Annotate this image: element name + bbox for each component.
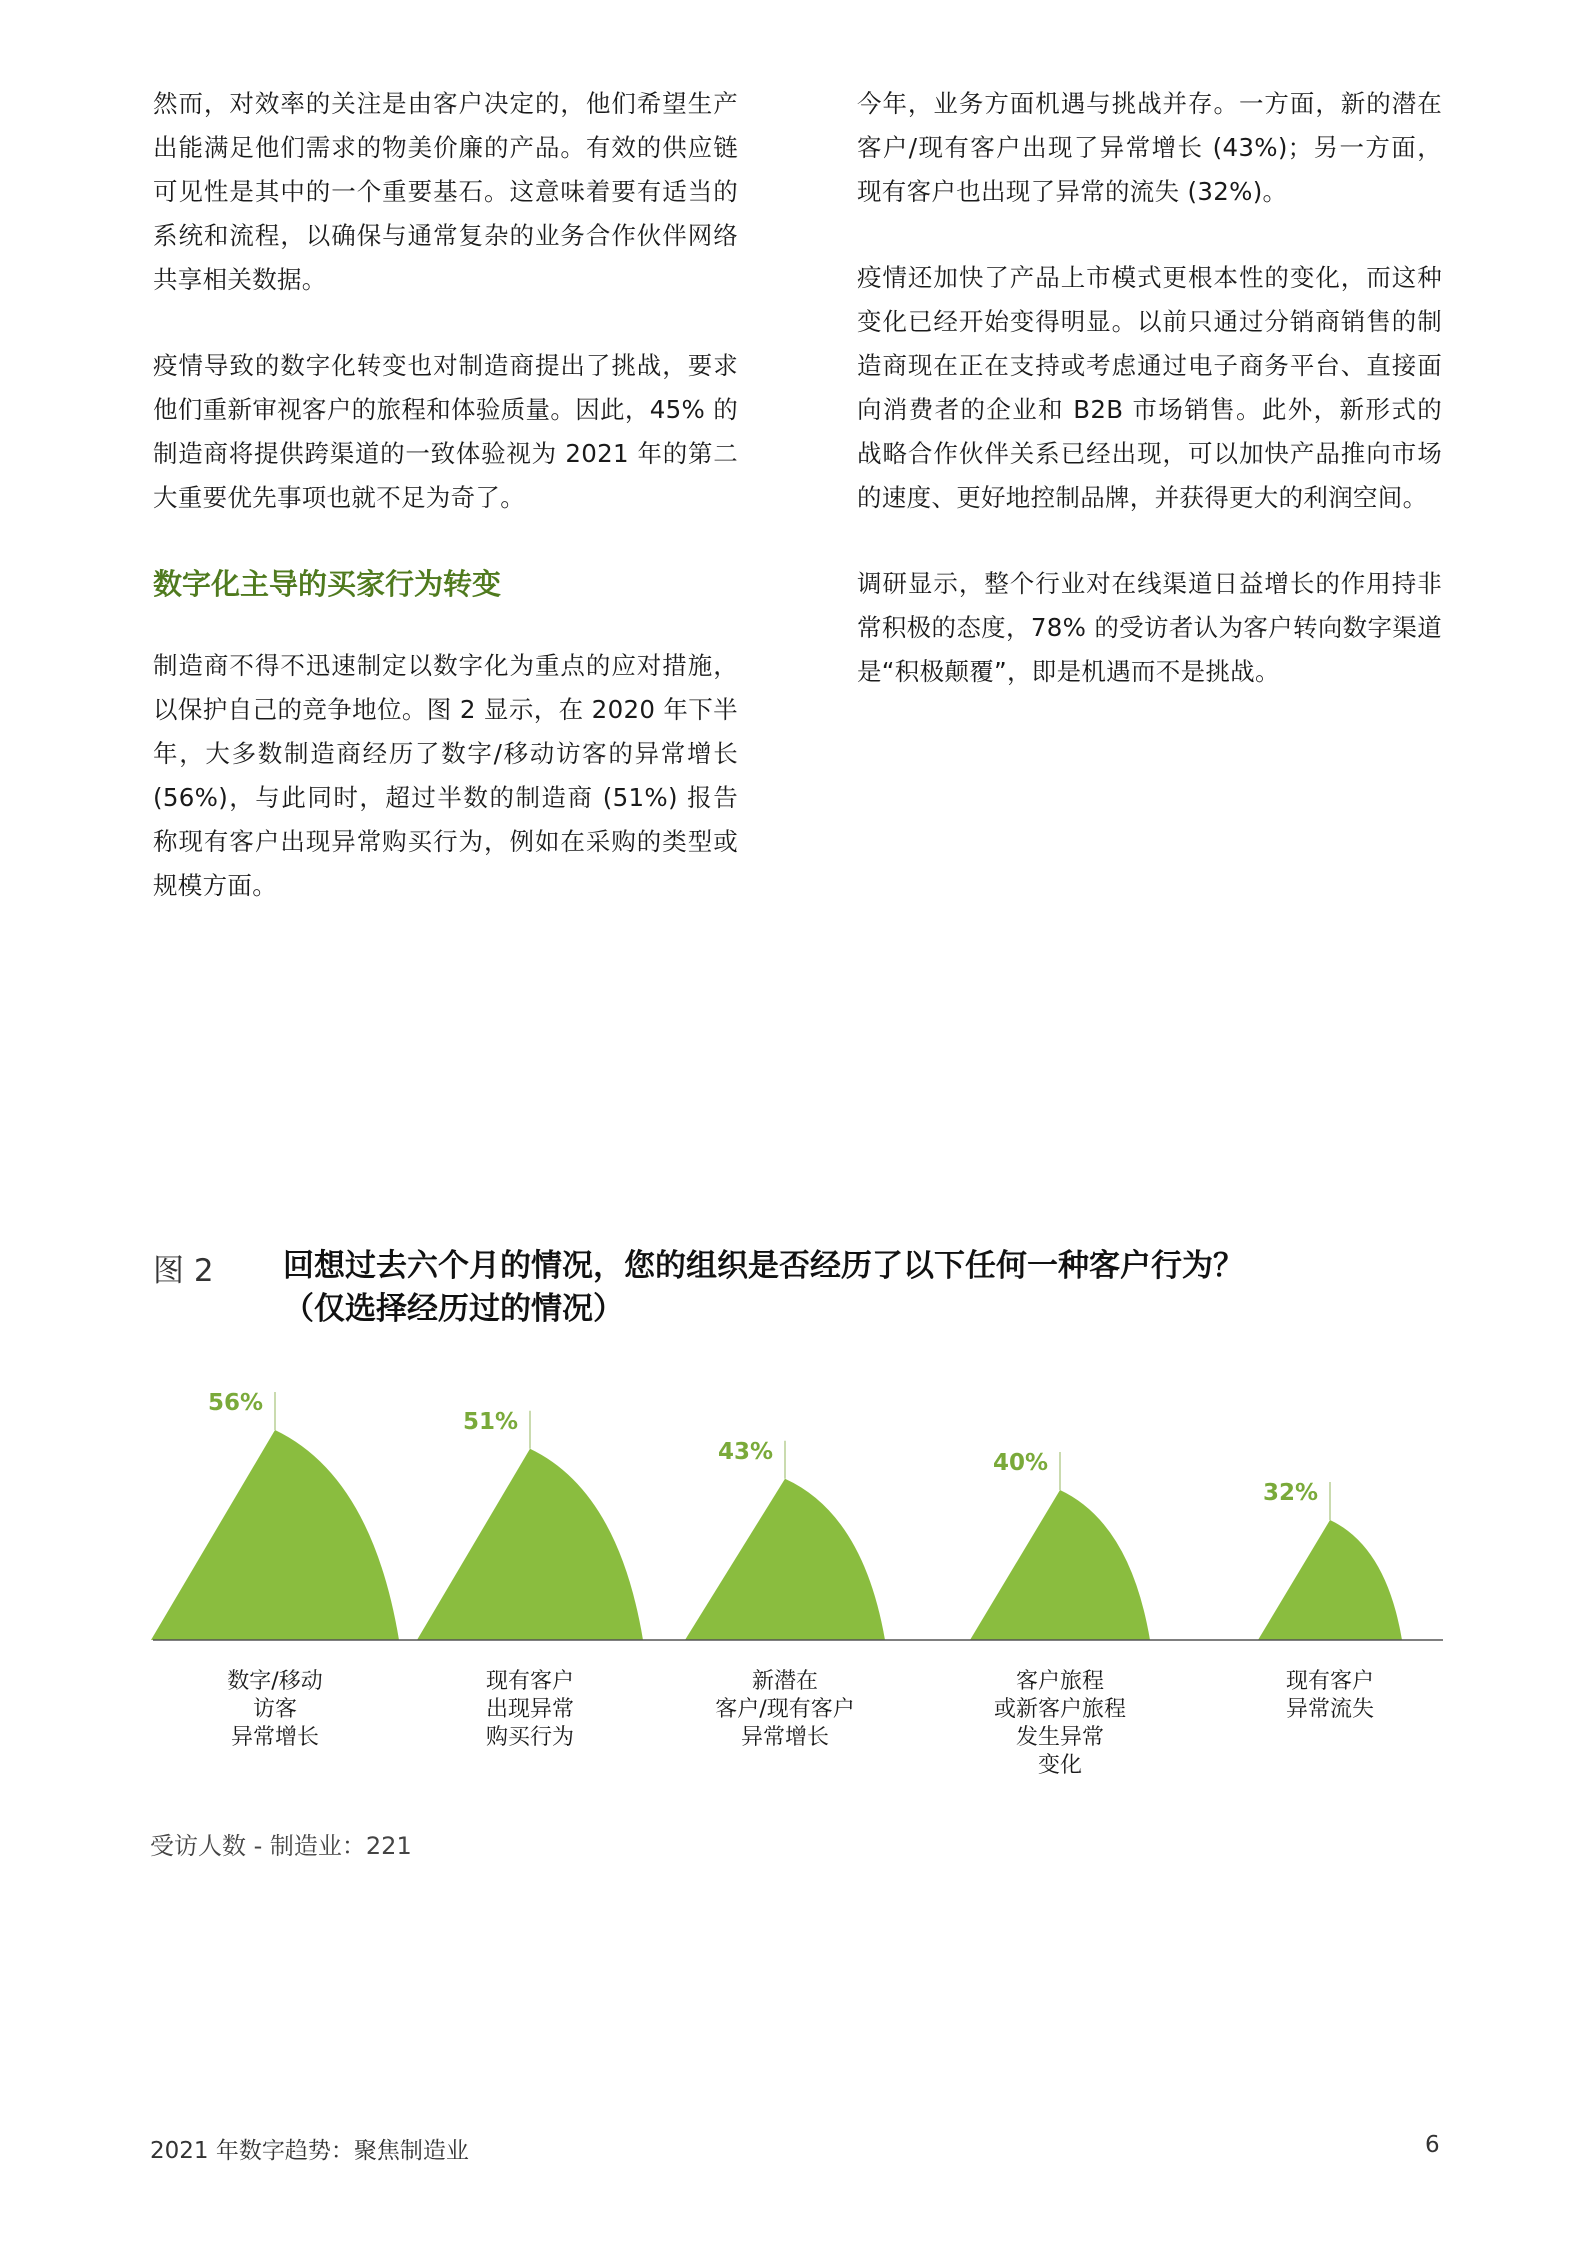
chart-value-label: 51% <box>462 1408 518 1435</box>
chart-category-label: 异常增长 <box>230 1725 320 1750</box>
body-paragraph: 今年，业务方面机遇与挑战并存。一方面，新的潜在客户/现有客户出现了异常增长 (43%)；另一方面，现有客户也出现了异常的流失 (32%)。 <box>857 89 1442 206</box>
chart-category-label: 客户旅程 <box>1015 1669 1105 1694</box>
figure-title-line2: （仅选择经历过的情况） <box>283 1291 624 1327</box>
chart-category-label: 购买行为 <box>485 1725 575 1750</box>
chart-category-label: 客户/现有客户 <box>715 1697 855 1722</box>
right-column <box>857 82 1442 736</box>
chart-value-label: 32% <box>1262 1480 1318 1506</box>
chart-category-label: 新潜在 <box>751 1669 819 1694</box>
chart-peak <box>417 1449 643 1640</box>
chart-category-label: 异常增长 <box>740 1725 830 1750</box>
chart-value-label: 40% <box>992 1450 1048 1476</box>
chart-category-label: 现有客户 <box>485 1669 575 1694</box>
chart-peak <box>151 1430 399 1640</box>
respondents-note: 受访人数 - 制造业：221 <box>150 1832 412 1860</box>
footer-title: 2021 年数字趋势：聚焦制造业 <box>150 2138 469 2164</box>
chart-peak <box>685 1479 885 1640</box>
figure-label: 图 2 <box>153 1253 214 1289</box>
chart-category-label: 异常流失 <box>1285 1697 1375 1722</box>
body-paragraph: 疫情还加快了产品上市模式更根本性的变化，而这种变化已经开始变得明显。以前只通过分销商销售的制造商现在正在支持或考虑通过电子商务平台、直接面向消费者的企业和 B2B 市场销售。此外，新形式的战略合作伙伴关系已经出现，可以加快产品推向市场的速度、更好地控制品牌，并获得更大的利润空间。 <box>857 263 1442 512</box>
chart-value-label: 56% <box>207 1390 263 1416</box>
body-paragraph: 疫情导致的数字化转变也对制造商提出了挑战，要求他们重新审视客户的旅程和体验质量。因此，45% 的制造商将提供跨渠道的一致体验视为 2021 年的第二大重要优先事项也就不足为奇了。 <box>153 351 738 512</box>
chart-category-label: 访客 <box>252 1697 298 1722</box>
body-paragraph: 然而，对效率的关注是由客户决定的，他们希望生产出能满足他们需求的物美价廉的产品。有效的供应链可见性是其中的一个重要基石。这意味着要有适当的系统和流程，以确保与通常复杂的业务合作伙伴网络共享相关数据。 <box>153 89 738 294</box>
left-column <box>153 82 738 950</box>
chart-category-label: 现有客户 <box>1285 1669 1375 1694</box>
body-paragraph: 调研显示，整个行业对在线渠道日益增长的作用持非常积极的态度，78% 的受访者认为客户转向数字渠道是“积极颠覆”，即是机遇而不是挑战。 <box>857 569 1442 686</box>
chart-peak <box>1258 1520 1402 1640</box>
figure-title <box>283 1245 1433 1331</box>
chart-value-label: 43% <box>717 1438 773 1465</box>
figure-title-line1: 回想过去六个月的情况，您的组织是否经历了以下任何一种客户行为？ <box>283 1248 1244 1284</box>
body-paragraph: 制造商不得不迅速制定以数字化为重点的应对措施，以保护自己的竞争地位。图 2 显示，在 2020 年下半年，大多数制造商经历了数字/移动访客的异常增长 (56%)，与此同时，超过半数的制造商 (51%) 报告称现有客户出现异常购买行为，例如在采购的类型或规模方面。 <box>153 651 738 900</box>
chart-peak <box>970 1490 1150 1640</box>
chart-category-label: 或新客户旅程 <box>993 1697 1127 1722</box>
chart-category-label: 发生异常 <box>1015 1725 1105 1750</box>
chart-category-label: 变化 <box>1037 1753 1083 1778</box>
section-heading: 数字化主导的买家行为转变 <box>153 567 502 601</box>
page-number: 6 <box>1425 2132 1440 2158</box>
chart-category-label: 数字/移动 <box>227 1669 323 1694</box>
chart-category-label: 出现异常 <box>485 1697 575 1722</box>
figure-2-chart <box>0 1360 1586 1800</box>
